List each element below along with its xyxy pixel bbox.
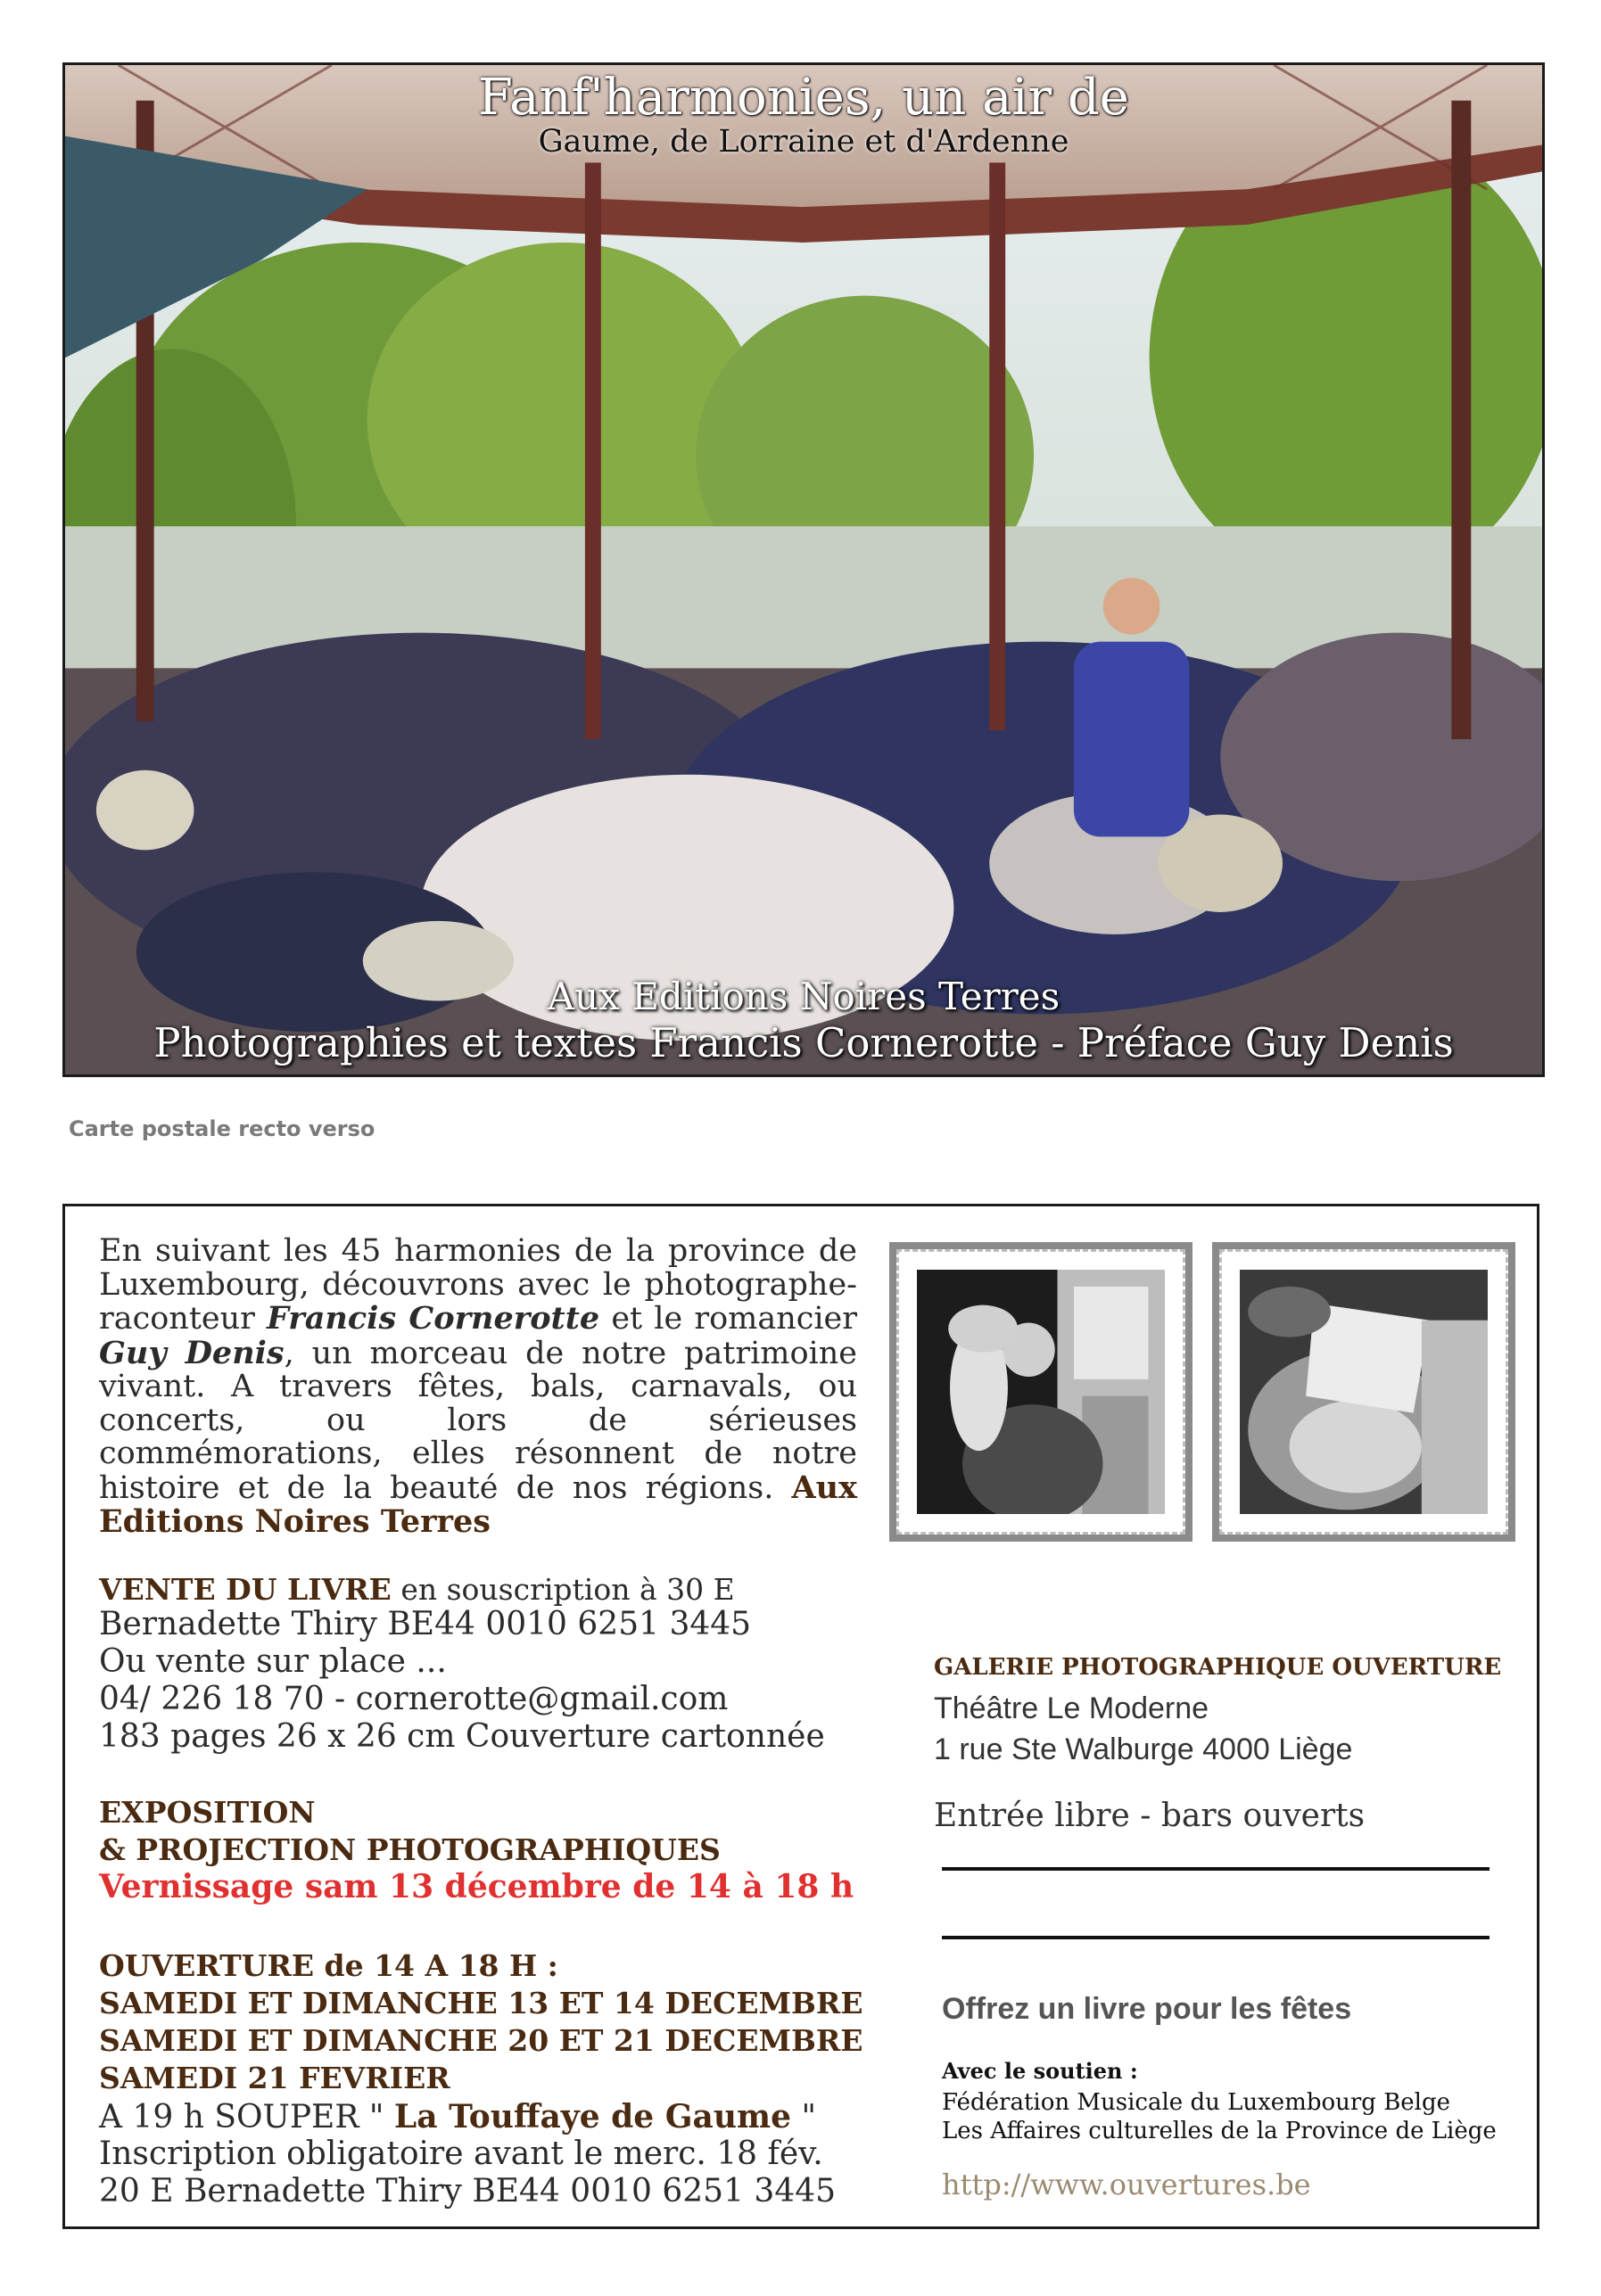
address-line-1 xyxy=(942,1867,1490,1871)
opening-date-2: SAMEDI ET DIMANCHE 20 ET 21 DECEMBRE xyxy=(99,2023,863,2058)
intro-text-2: et le romancier xyxy=(599,1301,857,1337)
bandstand-concert-photo xyxy=(65,65,1542,1074)
gallery-venue: Théâtre Le Moderne xyxy=(934,1691,1209,1725)
entrance-info: Entrée libre - bars ouverts xyxy=(934,1798,1366,1834)
poster-title: Fanf'harmonies, un air de xyxy=(478,69,1129,127)
postcard-caption: Carte postale recto verso xyxy=(69,1116,375,1141)
souper-payment: 20 E Bernadette Thiry BE44 0010 6251 3445 xyxy=(99,2173,837,2210)
support-province: Les Affaires culturelles de la Province de Liège xyxy=(942,2118,1497,2144)
intro-text-1: En suivant les 45 harmonies de la province de Luxembourg, découvrons avec le photographe-raconteur xyxy=(99,1233,857,1337)
vernissage-date: Vernissage sam 13 décembre de 14 à 18 h xyxy=(99,1868,854,1905)
authors-credit: Photographies et textes Francis Cornerotte - Préface Guy Denis xyxy=(153,1019,1454,1066)
opening-hours: OUVERTURE de 14 A 18 H : xyxy=(99,1948,558,1983)
postcard-verso xyxy=(62,1204,1539,2229)
intro-text-3: , un morceau de notre patrimoine vivant. A travers fêtes, bals, carnavals, ou concerts, ou lors de sérieuses commémorations, elles résonnent de notre histoire et de la beauté de nos régions. xyxy=(99,1335,857,1506)
poster-subtitle: Gaume, de Lorraine et d'Ardenne xyxy=(538,124,1069,160)
gallery-title: GALERIE PHOTOGRAPHIQUE OUVERTURE xyxy=(934,1654,1502,1681)
opening-date-3: SAMEDI 21 FEVRIER xyxy=(99,2061,450,2095)
intro-publisher: Aux Editions Noires Terres xyxy=(99,1469,857,1540)
intro-paragraph xyxy=(99,1235,857,1540)
souper-prefix: A 19 h SOUPER " xyxy=(99,2099,394,2136)
sale-heading-bold: VENTE DU LIVRE xyxy=(99,1572,392,1607)
expo-subheading: & PROJECTION PHOTOGRAPHIQUES xyxy=(99,1832,721,1867)
website-link[interactable]: http://www.ouvertures.be xyxy=(942,2168,1311,2201)
novelist-name: Guy Denis xyxy=(99,1334,285,1371)
sale-contact: 04/ 226 18 70 - cornerotte@gmail.com xyxy=(99,1681,729,1717)
publisher-credit: Aux Editions Noires Terres xyxy=(547,975,1060,1018)
souper-suffix: " xyxy=(791,2099,817,2136)
tuba-sheet-music-photo xyxy=(1240,1270,1488,1514)
sale-bank-account: Bernadette Thiry BE44 0010 6251 3445 xyxy=(99,1606,752,1642)
photo-card-recto xyxy=(62,62,1545,1077)
souper-line xyxy=(99,2098,816,2136)
souper-name: La Touffaye de Gaume xyxy=(393,2098,791,2136)
gallery-address: 1 rue Ste Walburge 4000 Liège xyxy=(934,1732,1353,1766)
photographer-name: Francis Cornerotte xyxy=(267,1300,600,1337)
expo-heading: EXPOSITION xyxy=(99,1795,316,1830)
stamp-photo-tuba-sheet-music xyxy=(1212,1242,1515,1542)
souper-registration: Inscription obligatoire avant le merc. 18 fév. xyxy=(99,2136,823,2172)
address-line-2 xyxy=(942,1936,1490,1939)
euphonium-player-photo xyxy=(917,1270,1165,1514)
support-heading: Avec le soutien : xyxy=(942,2058,1138,2084)
sale-onsite: Ou vente sur place ... xyxy=(99,1643,447,1680)
opening-date-1: SAMEDI ET DIMANCHE 13 ET 14 DECEMBRE xyxy=(99,1986,863,2020)
sale-heading xyxy=(99,1572,735,1607)
stamp-photo-euphonium-player xyxy=(889,1242,1192,1542)
support-federation: Fédération Musicale du Luxembourg Belge xyxy=(942,2089,1451,2116)
gift-slogan: Offrez un livre pour les fêtes xyxy=(942,1992,1352,2026)
book-details: 183 pages 26 x 26 cm Couverture cartonnée xyxy=(99,1718,825,1755)
sale-heading-price: en souscription à 30 E xyxy=(391,1572,735,1607)
